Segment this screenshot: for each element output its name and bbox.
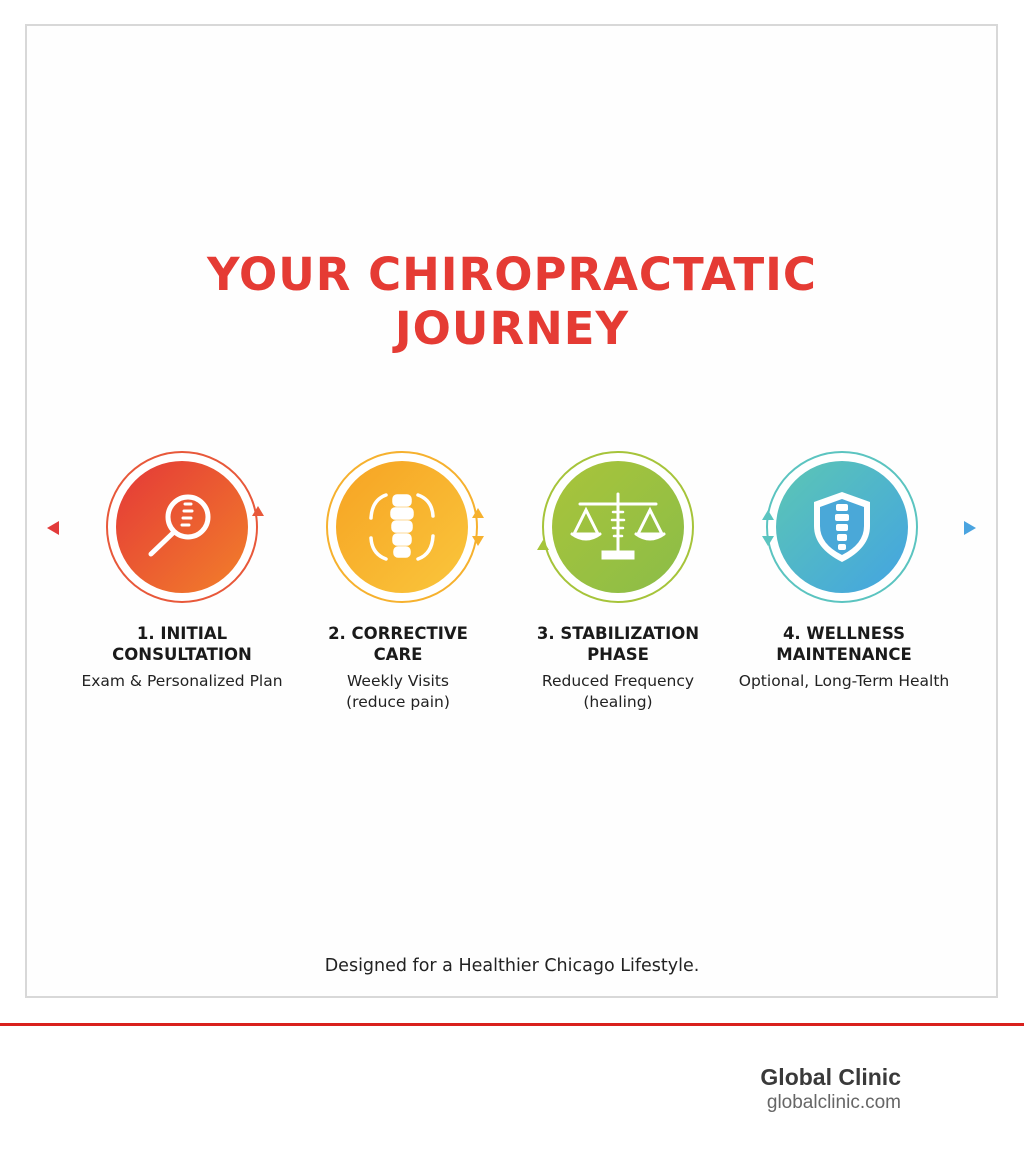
step-2-title: 2. CORRECTIVE CARE	[328, 624, 468, 664]
step-2-node	[327, 452, 484, 602]
journey-timeline	[0, 440, 1024, 620]
step-4	[724, 623, 964, 692]
brand-name: Global Clinic	[760, 1064, 901, 1090]
brand-url[interactable]: globalclinic.com	[766, 1092, 901, 1113]
footer-tagline: Designed for a Healthier Chicago Lifestyle.	[324, 956, 700, 976]
step-2	[278, 623, 518, 713]
step-4-node	[762, 452, 917, 602]
timeline-left-arrow	[47, 521, 59, 535]
step-3	[498, 623, 738, 713]
step-3-subtitle: Reduced Frequency (healing)	[541, 672, 695, 711]
step-1	[62, 623, 302, 692]
brand-block	[760, 1064, 901, 1114]
step-4-title: 4. WELLNESS MAINTENANCE	[776, 624, 912, 664]
journey-title-line-1: YOUR CHIROPRACTATIC	[207, 248, 817, 301]
step-3-title: 3. STABILIZATION PHASE	[536, 624, 700, 664]
step-2-subtitle: Weekly Visits (reduce pain)	[346, 672, 450, 711]
journey-title-line-2: JOURNEY	[394, 302, 630, 355]
step-4-subtitle: Optional, Long-Term Health	[738, 672, 950, 690]
step-1-title: 1. INITIAL CONSULTATION	[112, 624, 252, 664]
step-1-subtitle: Exam & Personalized Plan	[81, 672, 283, 690]
timeline-right-arrow	[964, 521, 976, 535]
footer-divider	[0, 1023, 1024, 1026]
step-3-node	[537, 452, 693, 602]
journey-title	[0, 248, 1024, 356]
step-1-node	[107, 452, 264, 602]
